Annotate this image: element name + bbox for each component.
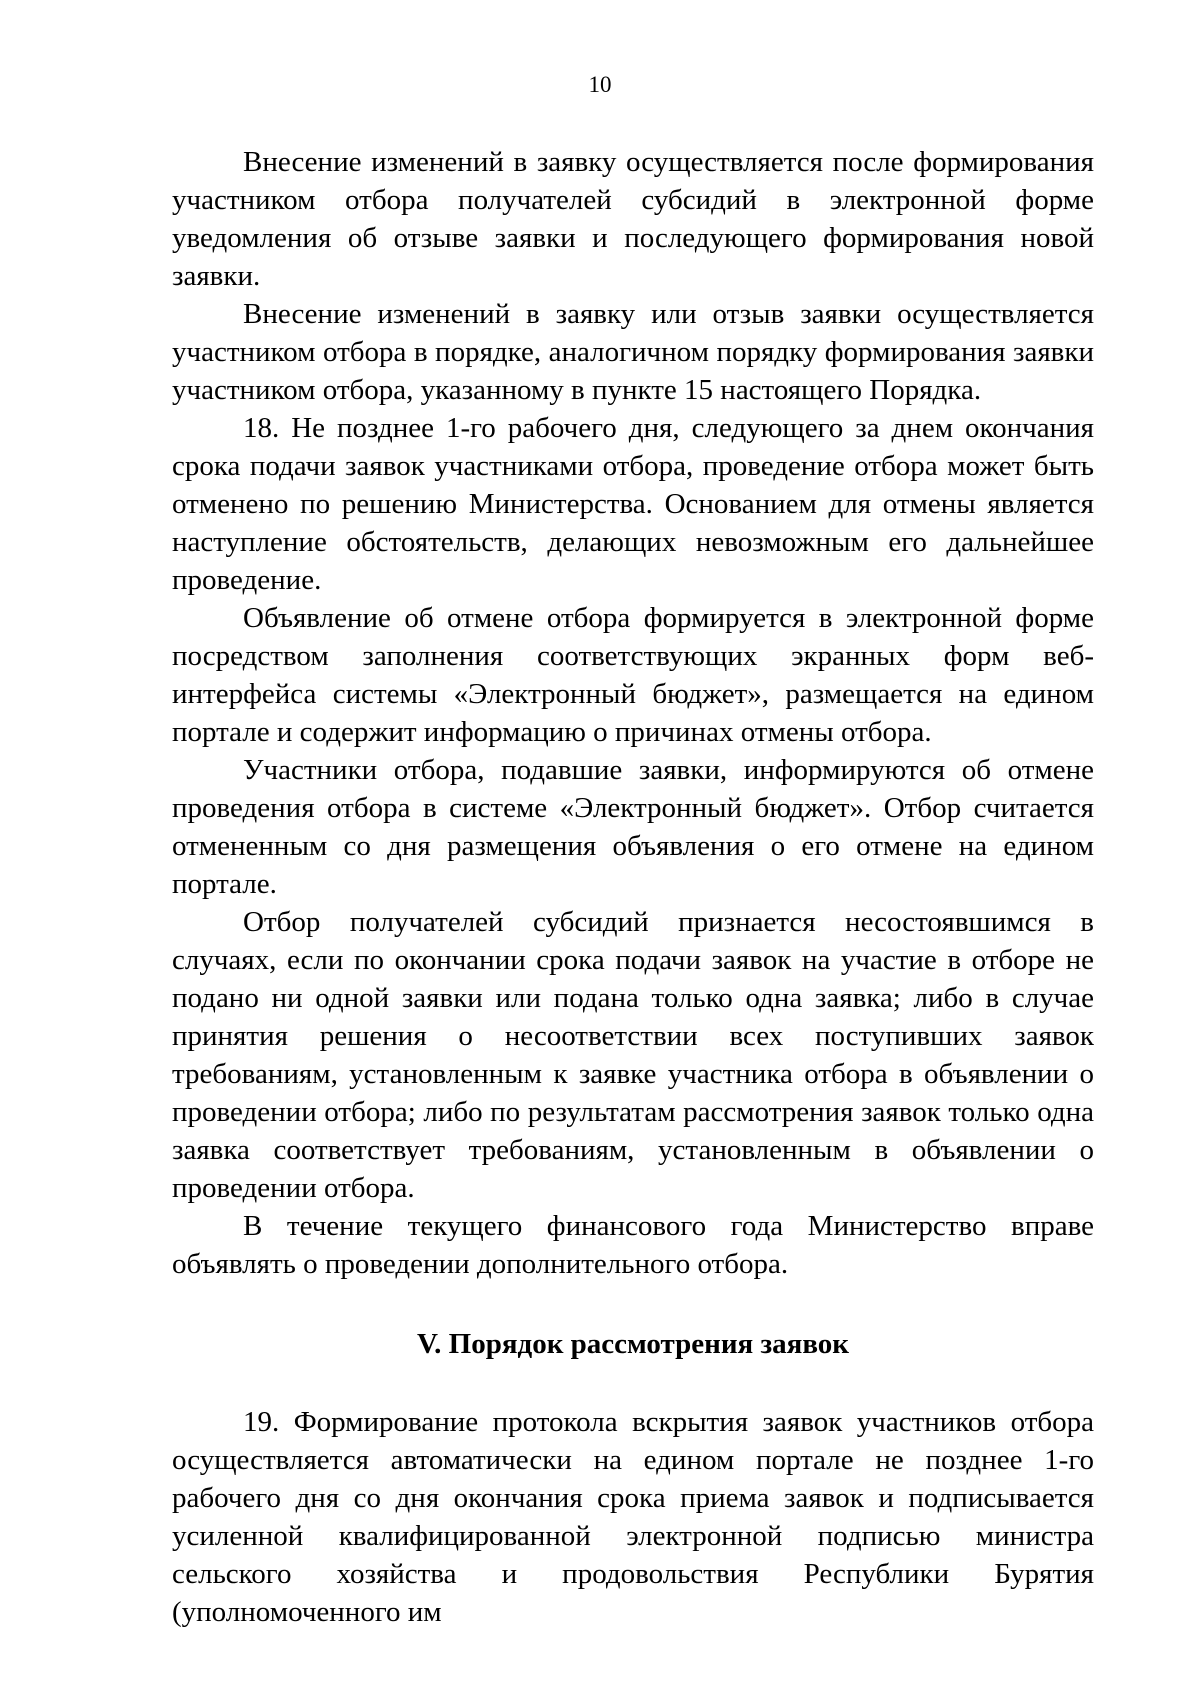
paragraph-additional-selection: В течение текущего финансового года Министерство вправе объявлять о проведении дополнительного отбора. bbox=[172, 1210, 1094, 1280]
paragraph-amendment-or-withdrawal: Внесение изменений в заявку или отзыв заявки осуществляется участником отбора в порядке, аналогичном порядку формирования заявки участником отбора, указанному в пункте 15 настоящего Порядка. bbox=[172, 298, 1094, 406]
paragraph-cancellation-notice: Объявление об отмене отбора формируется в электронной форме посредством заполнения соответствующих экранных форм веб-интерфейса системы «Электронный бюджет», размещается на едином портале и содержит информацию о причинах отмены отбора. bbox=[172, 602, 1094, 748]
paragraph-selection-failed: Отбор получателей субсидий признается несостоявшимся в случаях, если по окончании срока подачи заявок на участие в отборе не подано ни одной заявки или подана только одна заявка; либо в случае принятия решения о несоответствии всех поступивших заявок требованиям, установленным к заявке участника отбора в объявлении о проведении отбора; либо по результатам рассмотрения заявок только одна заявка соответствует требованиям, установленным в объявлении о проведении отбора. bbox=[172, 906, 1094, 1204]
page-number: 10 bbox=[588, 72, 612, 97]
section-heading: V. Порядок рассмотрения заявок bbox=[416, 1328, 850, 1360]
paragraph-participants-informed: Участники отбора, подавшие заявки, информируются об отмене проведения отбора в системе «Электронный бюджет». Отбор считается отмененным со дня размещения объявления о его отмене на едином портале. bbox=[172, 754, 1094, 900]
paragraph-item-19-protocol: 19. Формирование протокола вскрытия заявок участников отбора осуществляется автоматически на едином портале не позднее 1-го рабочего дня со дня окончания срока приема заявок и подписывается усиленной квалифицированной электронной подписью министра сельского хозяйства и продовольствия Республики Бурятия (уполномоченного им bbox=[172, 1406, 1094, 1628]
paragraph-item-18-cancellation: 18. Не позднее 1-го рабочего дня, следующего за днем окончания срока подачи заявок участниками отбора, проведение отбора может быть отменено по решению Министерства. Основанием для отмены является наступление обстоятельств, делающих невозможным его дальнейшее проведение. bbox=[172, 412, 1094, 596]
paragraph-amendment-procedure: Внесение изменений в заявку осуществляется после формирования участником отбора получателей субсидий в электронной форме уведомления об отзыве заявки и последующего формирования новой заявки. bbox=[172, 146, 1094, 292]
document-body bbox=[172, 143, 1094, 1631]
